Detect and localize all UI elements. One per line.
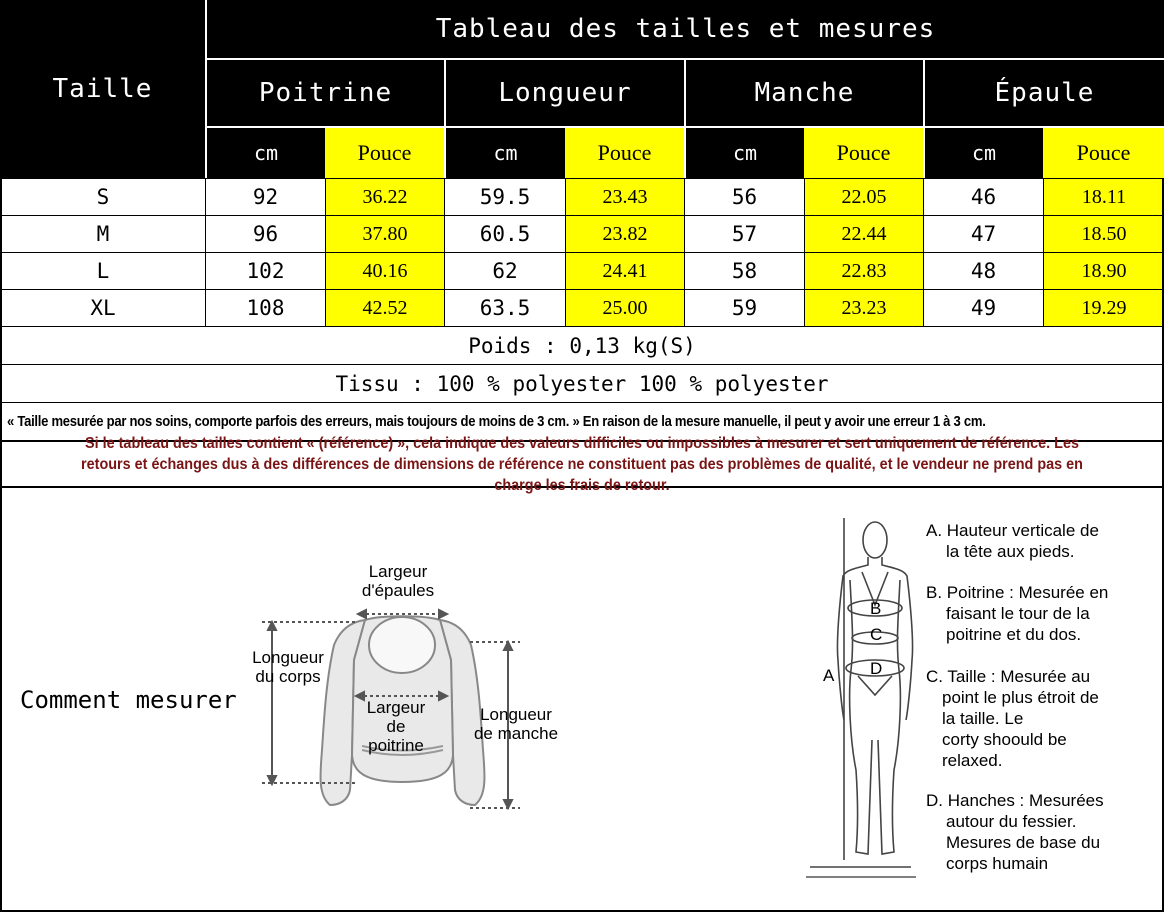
measurement-note: « Taille mesurée par nos soins, comporte parfois des erreurs, mais toujours de moins de 3 cm. » En raison de la mesure manuelle, il peut y avoir une erreur 1 à 3 cm.: [0, 402, 1164, 442]
cm-value-cell: 60.5: [444, 215, 566, 253]
legend-d: D. Hanches : Mesurées autour du fessier. Mesures de base du corps humain: [926, 791, 1104, 873]
cm-value-cell: 47: [923, 215, 1044, 253]
reference-note: Si le tableau des tailles contient « (référence) », cela indique des valeurs difficiles ou impossibles à mesurer et sert uniquement de référence. Les retours et échanges dus à des différences de dimensions de référence ne constituent pas des problèmes de qualité, et le vendeur ne prend pas en charge les frais de retour.: [0, 441, 1164, 488]
cm-value-cell: 57: [684, 215, 805, 253]
size-cell: M: [0, 215, 206, 253]
unit-cm: cm: [971, 141, 997, 165]
inch-value-cell: 22.05: [804, 178, 924, 216]
cm-value-cell: 58: [684, 252, 805, 290]
unit-cm: cm: [493, 141, 518, 165]
weight-row: Poids : 0,13 kg(S): [0, 326, 1164, 365]
inch-value-cell: 40.16: [325, 252, 445, 290]
size-cell: S: [0, 178, 206, 216]
size-cell: L: [0, 252, 206, 290]
figure-letter-d: D: [870, 659, 883, 678]
inch-value-cell: 22.44: [804, 215, 924, 253]
unit-inch: Pouce: [565, 128, 684, 178]
body-length-label: Longueur du corps: [252, 648, 324, 686]
cm-value-cell: 62: [444, 252, 566, 290]
inch-value-cell: 23.23: [804, 289, 924, 327]
legend-a: A. Hauteur verticale de la tête aux pieds.: [926, 521, 1099, 561]
figure-letter-c: C: [870, 625, 883, 644]
inch-value-cell: 18.90: [1043, 252, 1164, 290]
shoulder-width-label: Largeur d'épaules: [361, 562, 435, 600]
body-figure: [806, 510, 916, 880]
inch-value-cell: 18.50: [1043, 215, 1164, 253]
unit-cm: cm: [732, 141, 758, 165]
cm-value-cell: 59: [684, 289, 805, 327]
size-header: Taille: [0, 0, 205, 178]
group-header-length: Longueur: [498, 78, 632, 108]
inch-value-cell: 18.11: [1043, 178, 1164, 216]
inch-value-cell: 37.80: [325, 215, 445, 253]
inch-value-cell: 22.83: [804, 252, 924, 290]
cm-value-cell: 56: [684, 178, 805, 216]
legend-b: B. Poitrine : Mesurée en faisant le tour de la poitrine et du dos.: [926, 583, 1109, 644]
unit-inch: Pouce: [325, 128, 444, 178]
fabric-row: Tissu : 100 % polyester 100 % polyester: [0, 364, 1164, 403]
chest-width-label: Largeur de poitrine: [366, 698, 426, 755]
figure-letter-a: A: [823, 666, 835, 685]
cm-value-cell: 96: [205, 215, 326, 253]
cm-value-cell: 108: [205, 289, 326, 327]
cm-value-cell: 92: [205, 178, 326, 216]
inch-value-cell: 42.52: [325, 289, 445, 327]
cm-value-cell: 102: [205, 252, 326, 290]
cm-value-cell: 59.5: [444, 178, 566, 216]
cm-value-cell: 48: [923, 252, 1044, 290]
how-to-title: Comment mesurer: [20, 686, 237, 714]
cm-value-cell: 63.5: [444, 289, 566, 327]
inch-value-cell: 36.22: [325, 178, 445, 216]
inch-value-cell: 23.43: [565, 178, 685, 216]
unit-cm: cm: [253, 141, 279, 165]
cm-value-cell: 46: [923, 178, 1044, 216]
inch-value-cell: 25.00: [565, 289, 685, 327]
inch-value-cell: 24.41: [565, 252, 685, 290]
unit-inch: Pouce: [804, 128, 923, 178]
size-cell: XL: [0, 289, 206, 327]
group-header-chest: Poitrine: [258, 78, 393, 108]
sleeve-length-label: Longueur de manche: [473, 705, 559, 743]
legend-c: C. Taille : Mesurée au point le plus étroit de la taille. Le corty shoould be relaxed.: [926, 667, 1099, 770]
table-title: Tableau des tailles et mesures: [435, 14, 936, 44]
cm-value-cell: 49: [923, 289, 1044, 327]
inch-value-cell: 19.29: [1043, 289, 1164, 327]
figure-letter-b: B: [870, 599, 882, 618]
inch-value-cell: 23.82: [565, 215, 685, 253]
group-header-shoulder: Épaule: [994, 78, 1095, 108]
unit-inch: Pouce: [1043, 128, 1164, 178]
group-header-sleeve: Manche: [754, 78, 855, 108]
